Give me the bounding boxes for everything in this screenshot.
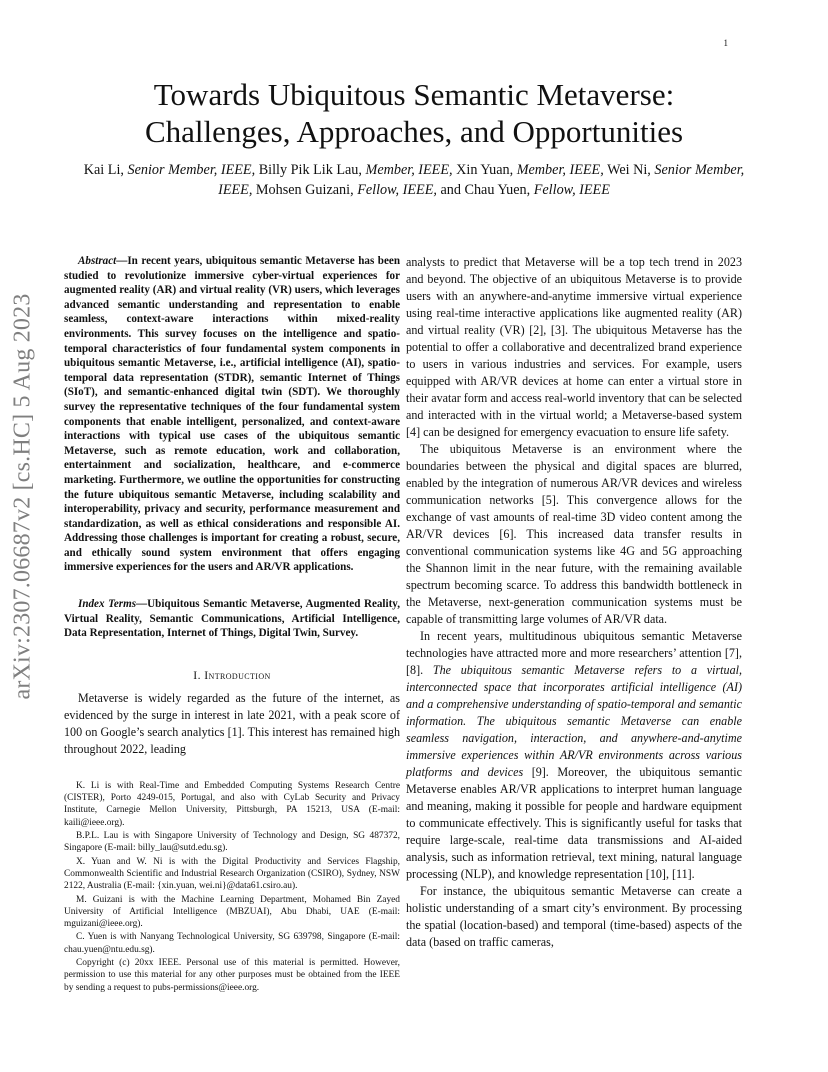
paper-title-line-1: Towards Ubiquitous Semantic Metaverse:	[153, 77, 675, 112]
author-name: Wei Ni,	[607, 162, 651, 178]
arxiv-id-text: arXiv:2307.06687v2 [cs.HC] 5 Aug 2023	[9, 292, 36, 700]
footnote: B.P.L. Lau is with Singapore University of Technology and Design, SG 487372, Singapore (E-mail: billy_lau@sutd.edu.sg).	[64, 831, 400, 854]
author-name: Kai Li,	[83, 162, 124, 178]
author-affiliation-role: Fellow, IEEE	[533, 182, 610, 198]
footnote: X. Yuan and W. Ni is with the Digital Productivity and Services Flagship, Commonwealth Scientific and Industrial Research Organization (CSIRO), Sydney, NSW 2122, Australia (E-mail: {xin.yuan, wei.ni}@data61.csiro.au).	[64, 856, 400, 892]
author-affiliation-role: Member, IEEE,	[516, 162, 604, 178]
intro-paragraph-continued: analysts to predict that Metaverse will be a top tech trend in 2023 and beyond. The objective of an ubiquitous Metaverse is to provide users with an anywhere-and-anytime immersive virtual experience using real-time interactive applications like augmented reality (AR) and virtual reality (VR) [2], [3]. The ubiquitous Metaverse has the potential to offer a collaborative and decentralized brand experience to users in various industries and services. For example, users equipped with AR/VR devices at home can enter a virtual store in their avatar form and access real-world inventory that can be selected and interacted with in the virtual world; a Metaverse-based system [4] can be designed for emergency evacuation to ensure life safety.	[406, 255, 742, 439]
abstract	[64, 254, 400, 575]
paper-title-line-2: Challenges, Approaches, and Opportunities	[144, 114, 684, 149]
author-name: Billy Pik Lik Lau,	[258, 162, 362, 178]
author-name: Mohsen Guizani,	[255, 182, 354, 198]
semantic-metaverse-definition: The ubiquitous semantic Metaverse refers to a virtual, interconnected space that incorporates artificial intelligence (AI) and a comprehensive understanding of spatio-temporal and semantic information. The ubiquitous semantic Metaverse can enable seamless navigation, interaction, and anywhere-and-anytime immersive experiences within AR/VR environments across various platforms and devices	[406, 663, 742, 779]
section-heading-introduction	[64, 667, 400, 684]
author-affiliation-role: Member, IEEE,	[365, 162, 453, 178]
author-affiliation-role: Senior Member, IEEE,	[218, 162, 745, 198]
section-title: Introduction	[204, 668, 271, 682]
index-terms-text: —Ubiquitous Semantic Metaverse, Augmented Reality, Virtual Reality, Semantic Communications, Artificial Intelligence, Data Representation, Internet of Things, Digital Twin, Survey.	[64, 598, 400, 640]
intro-paragraph-4: For instance, the ubiquitous semantic Metaverse can create a holistic understanding of a smart city’s environment. By processing the spatial (location-based) and temporal (time-based) aspects of the data (based on traffic cameras,	[406, 884, 742, 949]
copyright-footnote: Copyright (c) 20xx IEEE. Personal use of this material is permitted. However, permission to use this material for any other purposes must be obtained from the IEEE by sending a request to pubs-permissions@ieee.org.	[64, 958, 400, 993]
index-terms-label: Index Terms	[78, 598, 137, 611]
right-column	[406, 254, 742, 951]
left-column	[64, 254, 400, 995]
abstract-label: Abstract	[78, 255, 117, 267]
author-name: and Chau Yuen,	[440, 182, 531, 198]
intro-paragraph-3-start: In recent years, multitudinous ubiquitous semantic Metaverse technologies have attracted more and more researchers’ attention [7], [8].	[406, 629, 742, 677]
intro-paragraph-1: Metaverse is widely regarded as the future of the internet, as evidenced by the surge in interest in late 2021, with a peak score of 100 on Google’s search analytics [1]. This interest has remained high throughout 2022, leading	[64, 690, 400, 756]
author-affiliation-role: Fellow, IEEE,	[357, 182, 437, 198]
index-terms	[64, 597, 400, 641]
abstract-text: —In recent years, ubiquitous semantic Metaverse has been studied to revolutionize immersive cyber-virtual experiences for augmented reality (AR) and virtual reality (VR) users, which leverages advanced semantic understanding and representation to enable seamless, context-aware interactions within mixed-reality environments. This survey focuses on the intelligence and spatio-temporal characteristics of four fundamental system components in ubiquitous semantic Metaverse, i.e., artificial intelligence (AI), spatio-temporal data representation (STDR), semantic Internet of Things (SIoT), and semantic-enhanced digital twin (SDT). We thoroughly survey the representative techniques of the four fundamental system components that enable intelligent, personalized, and context-aware interactions with typical use cases of the ubiquitous semantic Metaverse, such as remote education, work and collaboration, entertainment and socialization, healthcare, and e-commerce marketing. Furthermore, we outline the opportunities for constructing the future ubiquitous semantic Metaverse, including scalability and interoperability, privacy and security, performance measurement and standardization, as well as ethical considerations and responsible AI. Addressing those challenges is important for creating a robust, secure, and ethically sound system environment that offers engaging immersive experiences for the users and AR/VR applications.	[64, 255, 400, 574]
page-number: 1	[723, 38, 728, 48]
intro-paragraph-3	[406, 628, 742, 883]
author-footnotes	[64, 780, 400, 994]
intro-paragraph-2: The ubiquitous Metaverse is an environment where the boundaries between the physical and digital spaces are blurred, enabled by the integration of numerous AR/VR devices and wireless communication networks [5]. This convergence allows for the exchange of vast amounts of real-time 3D video content among the AR/VR devices [6]. This increased data transfer results in conventional communication systems like 4G and 5G approaching the Shannon limit in the near future, with the remaining available spectrum becoming scarce. To address this bandwidth bottleneck in the Metaverse, next-generation communication systems must be capable of transmitting large volumes of AR/VR data.	[406, 442, 742, 626]
arxiv-identifier-stamp	[0, 236, 46, 756]
footnote: C. Yuen is with Nanyang Technological University, SG 639798, Singapore (E-mail: chau.yuen@ntu.edu.sg).	[64, 932, 400, 955]
intro-paragraph-3-end: [9]. Moreover, the ubiquitous semantic Metaverse enables AR/VR applications to interpret human language and meaning, making it possible for people and hardware equipment to communicate effectively. This is significantly useful for tasks that require large-scale, real-time data transmissions and AI-aided analysis, such as information retrieval, text mining, natural language processing (NLP), and knowledge representation [10], [11].	[406, 765, 743, 881]
author-affiliation-role: Senior Member, IEEE,	[127, 162, 256, 178]
footnote: M. Guizani is with the Machine Learning Department, Mohamed Bin Zayed University of Artificial Intelligence (MBZUAI), Abu Dhabi, UAE (E-mail: mguizani@ieee.org).	[64, 894, 400, 930]
author-name: Xin Yuan,	[456, 162, 514, 178]
footnote: K. Li is with Real-Time and Embedded Computing Systems Research Centre (CISTER), Porto 4249-015, Portugal, and also with CyLab Security and Privacy Institute, Carnegie Mellon University, Pittsburgh, PA 15213, USA (E-mail: kaili@ieee.org).	[64, 780, 400, 828]
paper-title	[70, 76, 758, 150]
section-number: I.	[193, 668, 201, 682]
author-list	[70, 160, 758, 200]
